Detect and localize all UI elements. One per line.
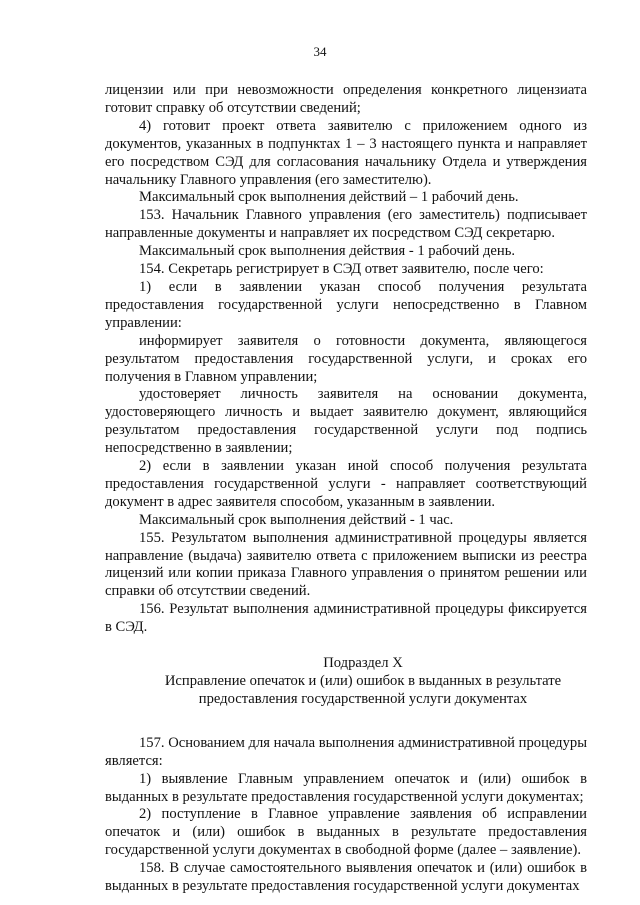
paragraph: 4) готовит проект ответа заявителю с приложением одного из документов, указанных в подпунктах 1 – 3 настоящего пункта и направляет его посредством СЭД для согласования начальнику Отдела и утверждения начальнику Главного управления (его заместителю). (105, 117, 587, 188)
paragraph: Максимальный срок выполнения действий – 1 рабочий день. (139, 189, 519, 206)
paragraph-continuation: лицензии или при невозможности определения конкретного лицензиата готовит справку об отсутствии сведений; (105, 82, 587, 116)
subsection-title-line-1: Исправление опечаток и (или) ошибок в выданных в результате (164, 673, 562, 689)
paragraph: 2) поступление в Главное управление заявления об исправлении опечаток и (или) ошибок в выданных в результате предоставления государственной услуги документах в свободной форме (далее – заявление). (105, 806, 587, 859)
paragraph: Максимальный срок выполнения действий - 1 час. (139, 511, 454, 528)
paragraph: 153. Начальник Главного управления (его заместитель) подписывает направленные документы и направляет их посредством СЭД секретарю. (105, 207, 587, 242)
paragraph: 154. Секретарь регистрирует в СЭД ответ заявителю, после чего: (139, 261, 544, 278)
subsection-title-line-2: предоставления государственной услуги документах (198, 690, 528, 707)
paragraph: Максимальный срок выполнения действия - 1 рабочий день. (139, 243, 516, 260)
paragraph: 1) если в заявлении указан способ получения результата предоставления государственной услуги непосредственно в Главном управлении: (105, 278, 587, 331)
page-number: 34 (313, 44, 327, 59)
paragraph: удостоверяет личность заявителя на основании документа, удостоверяющего личность и выдает заявителю документ, являющийся результатом предоставления государственной услуги под подпись непосредственно в заявлении; (105, 386, 587, 457)
paragraph: 1) выявление Главным управлением опечаток и (или) ошибок в выданных в результате предоставления государственной услуги документах; (105, 770, 587, 805)
paragraph: 158. В случае самостоятельного выявления опечаток и (или) ошибок в выданных в результате предоставления государственной услуги документах (105, 860, 587, 895)
paragraph: 157. Основанием для начала выполнения административной процедуры является: (105, 734, 587, 769)
paragraph: 2) если в заявлении указан иной способ получения результата предоставления государственной услуги - направляет соответствующий документ в адрес заявителя способом, указанным в заявлении. (105, 458, 587, 510)
document-body (105, 82, 587, 896)
subsection-label: Подраздел X (323, 655, 403, 672)
paragraph: 155. Результатом выполнения административной процедуры является направление (выдача) заявителю ответа с приложением выписки из реестра лицензий или копии приказа Главного управления о принятом решении или справки об отсутствии сведений. (105, 529, 587, 600)
paragraph: 156. Результат выполнения административной процедуры фиксируется в СЭД. (105, 601, 587, 636)
paragraph: информирует заявителя о готовности документа, являющегося результатом предоставления государственной услуги, и сроках его получения в Главном управлении; (105, 332, 587, 385)
